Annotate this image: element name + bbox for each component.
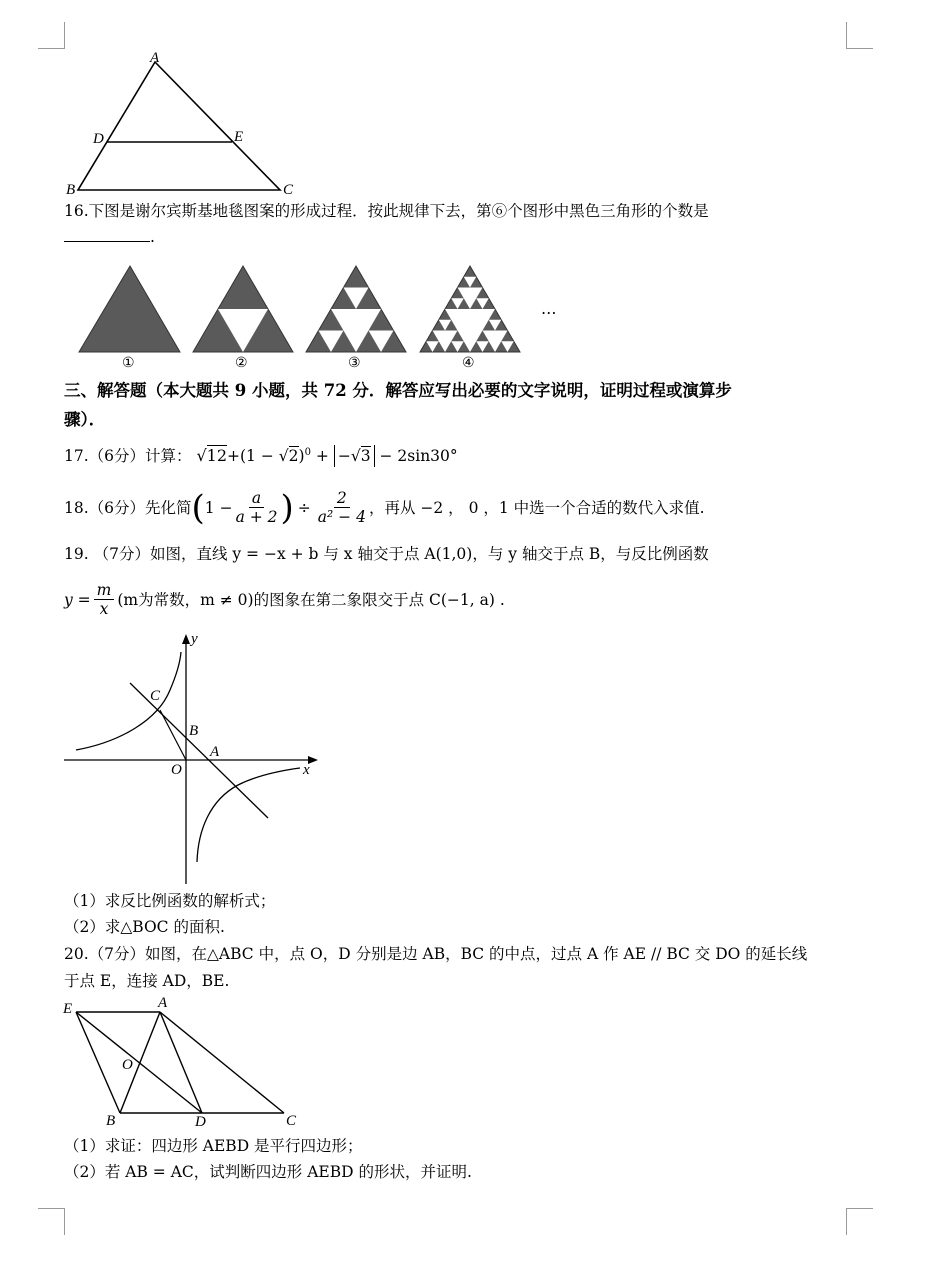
stage-label-3: ③: [348, 355, 361, 371]
graph-label-O: O: [171, 762, 182, 778]
fig20-label-D: D: [195, 1114, 206, 1130]
graph-label-C: C: [150, 688, 161, 704]
fraction-a-over-a-plus-2: $\frac{a}{a + 2}$: [235, 488, 278, 526]
ellipsis: …: [541, 300, 557, 318]
graph-label-B: B: [189, 723, 199, 739]
q19-sub2: （2）求△BOC 的面积.: [64, 918, 225, 936]
q20-sub2: （2）若 AB = AC，试判断四边形 AEBD 的形状，并证明.: [64, 1163, 472, 1181]
q17-text: 17.（6分）计算： $√12+(1 - √2)^0 + -√3 - 2\sin 30^\circ$: [64, 446, 458, 465]
section-heading-cont: 骤）．: [64, 410, 106, 429]
label-A: A: [150, 50, 160, 66]
section-heading: 三、解答题（本大题共 9 小题，共 72 分．解答应写出必要的文字说明，证明过程或演算步: [64, 381, 732, 400]
stage-label-4: ④: [462, 355, 475, 371]
q19-sub1: （1）求反比例函数的解析式；: [64, 892, 276, 910]
stage-label-1: ①: [122, 355, 135, 371]
label-B: B: [66, 182, 76, 198]
q20-text-line1: 20.（7分）如图，在△ABC 中，点 O，D 分别是边 AB，BC 的中点，过点 A 作 AE // BC 交 DO 的延长线: [64, 945, 808, 963]
q20-text-line2: 于点 E，连接 AD，BE.: [64, 972, 230, 990]
q16-text: 16.下图是谢尔宾斯基地毯图案的形成过程．按此规律下去，第⑥个图形中黑色三角形的个数是: [64, 202, 709, 220]
q16-blank-line: .: [64, 228, 155, 247]
label-E: E: [234, 129, 244, 145]
label-C: C: [283, 182, 294, 198]
label-D: D: [93, 131, 104, 147]
q20-sub1: （1）求证：四边形 AEBD 是平行四边形；: [64, 1137, 363, 1155]
fraction-m-over-x: $\frac{m}{x}$: [94, 582, 115, 619]
fig20-label-C: C: [286, 1113, 297, 1129]
fig20-label-A: A: [158, 995, 168, 1011]
fig20-label-E: E: [63, 1001, 73, 1017]
graph-label-y: y: [191, 631, 198, 647]
fig20-label-B: B: [106, 1113, 116, 1129]
fig20-label-O: O: [122, 1057, 133, 1073]
q19-text-line2: y = $\frac{m}{x}$ (m为常数，m ≠ 0)的图象在第二象限交于点 C(−1, a) .: [64, 580, 505, 618]
q18-text: 18.（6分）先化简 ( 1 − $\frac{a}{a + 2}$ ) ÷ $\frac{2}{\text{a² − 4}}$ ，再从 −2 ， 0 ，1 中选一个合适的数代入求值.: [64, 488, 705, 528]
graph-label-A: A: [210, 744, 220, 760]
graph-label-x: x: [303, 762, 310, 778]
q19-text-line1: 19. （7分）如图，直线 y = −x + b 与 x 轴交于点 A(1,0)，与 y 轴交于点 B，与反比例函数: [64, 545, 709, 563]
fraction-2-over-a2-minus-4: $\frac{2}{\text{a² − 4}}$: [317, 488, 366, 526]
stage-label-2: ②: [235, 355, 248, 371]
